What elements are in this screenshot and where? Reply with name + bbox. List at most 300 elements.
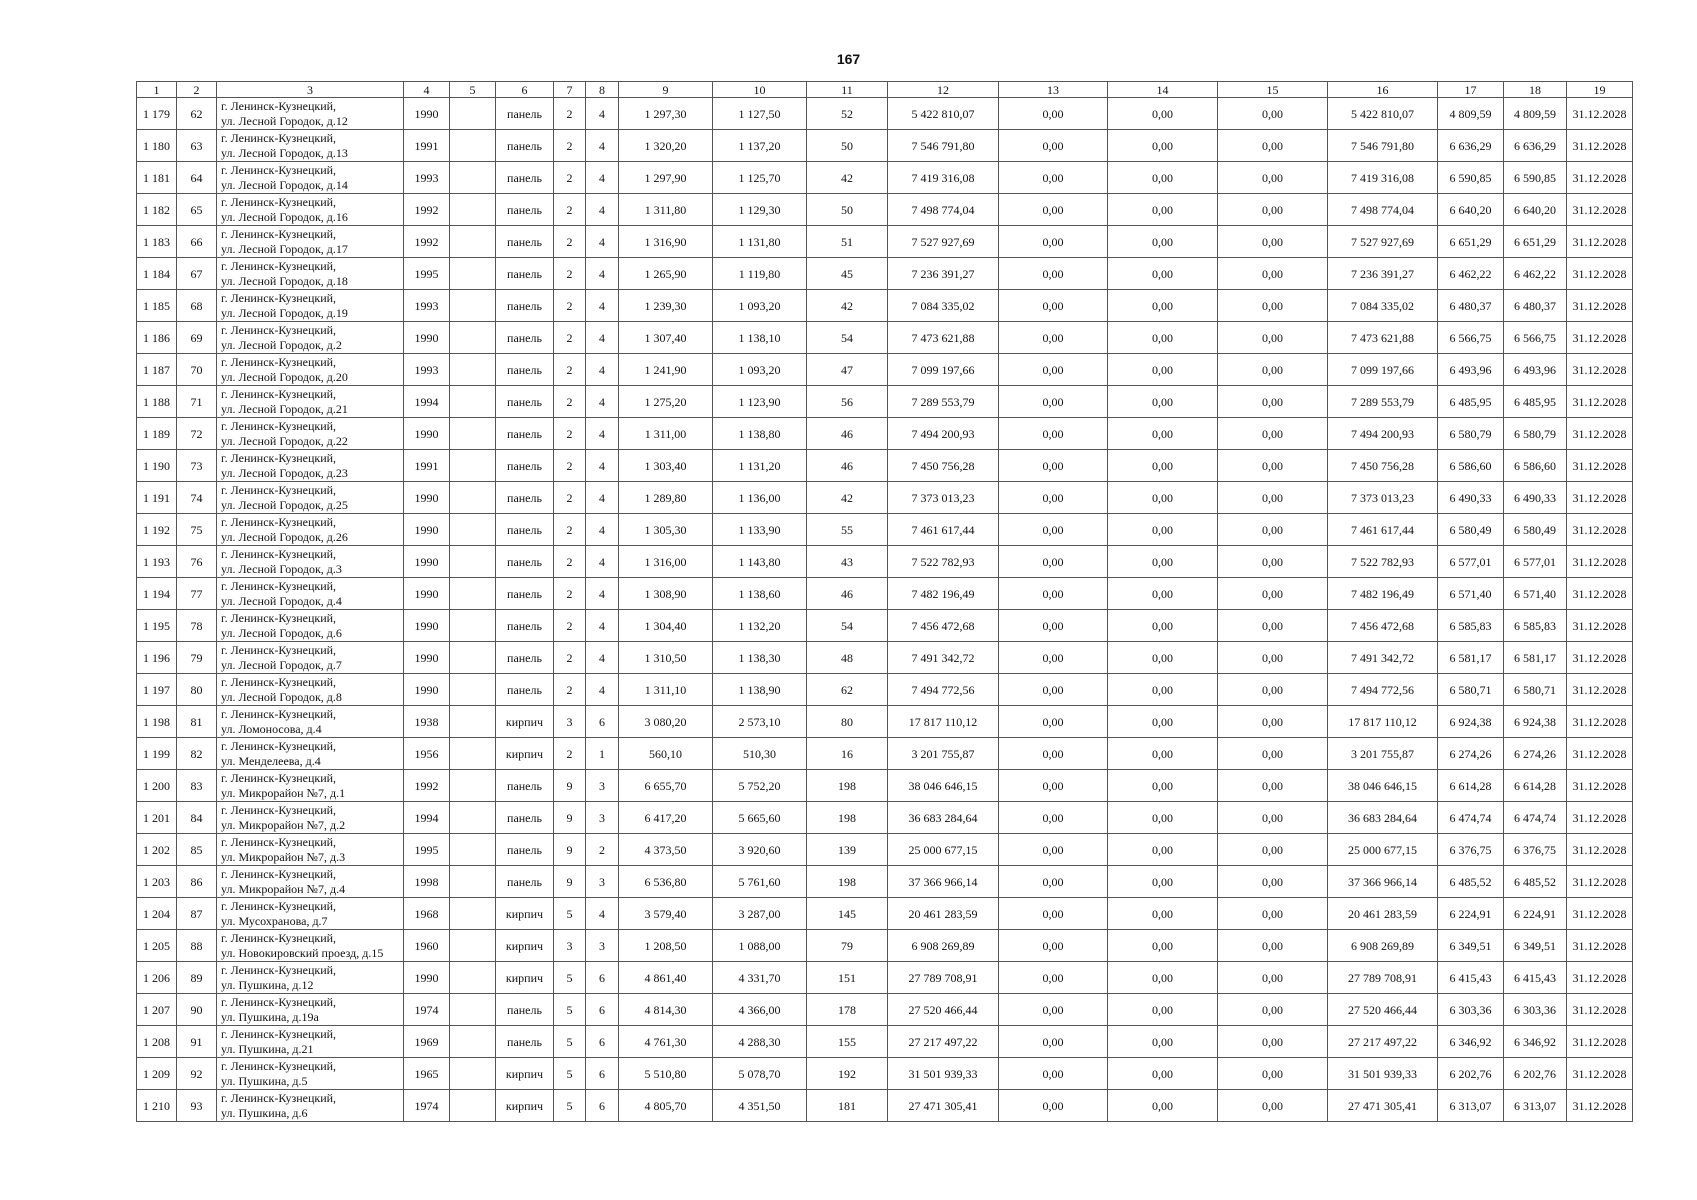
column-17-cell: 6 614,28 xyxy=(1438,770,1504,802)
sub-number-cell: 81 xyxy=(177,706,217,738)
residents-cell: 51 xyxy=(807,226,888,258)
column-15-cell: 0,00 xyxy=(1218,482,1328,514)
address-cell xyxy=(217,834,404,866)
address-cell xyxy=(217,98,404,130)
residents-cell: 79 xyxy=(807,930,888,962)
floors-cell: 9 xyxy=(554,834,586,866)
year-built-cell: 1992 xyxy=(404,226,450,258)
column-15-cell: 0,00 xyxy=(1218,450,1328,482)
column-13-cell: 0,00 xyxy=(999,290,1108,322)
column-18-cell: 6 566,75 xyxy=(1504,322,1567,354)
address-cell xyxy=(217,194,404,226)
address-city: г. Ленинск-Кузнецкий, xyxy=(221,770,337,785)
table-row xyxy=(137,578,1633,610)
column-13-cell: 0,00 xyxy=(999,834,1108,866)
sub-number-cell: 67 xyxy=(177,258,217,290)
wall-material-cell: панель xyxy=(496,866,554,898)
residents-cell: 42 xyxy=(807,290,888,322)
address-city: г. Ленинск-Кузнецкий, xyxy=(221,1058,337,1073)
row-number-cell: 1 190 xyxy=(137,450,177,482)
column-18-cell: 4 809,59 xyxy=(1504,98,1567,130)
wall-material-cell: панель xyxy=(496,802,554,834)
address-street: ул. Лесной Городок, д.26 xyxy=(221,529,348,544)
year-built-cell: 1990 xyxy=(404,514,450,546)
column-header-9: 9 xyxy=(619,82,713,98)
column-5-cell xyxy=(450,866,496,898)
entrances-cell: 4 xyxy=(586,482,619,514)
living-area-cell: 2 573,10 xyxy=(713,706,807,738)
year-built-cell: 1992 xyxy=(404,770,450,802)
entrances-cell: 6 xyxy=(586,1090,619,1122)
address-city: г. Ленинск-Кузнецкий, xyxy=(221,1090,337,1105)
column-17-cell: 6 349,51 xyxy=(1438,930,1504,962)
row-number-cell: 1 179 xyxy=(137,98,177,130)
column-17-cell: 6 274,26 xyxy=(1438,738,1504,770)
wall-material-cell: панель xyxy=(496,386,554,418)
column-16-cell: 7 099 197,66 xyxy=(1328,354,1438,386)
address-city: г. Ленинск-Кузнецкий, xyxy=(221,642,337,657)
column-13-cell: 0,00 xyxy=(999,770,1108,802)
sub-number-cell: 86 xyxy=(177,866,217,898)
floors-cell: 2 xyxy=(554,322,586,354)
sub-number-cell: 78 xyxy=(177,610,217,642)
column-5-cell xyxy=(450,514,496,546)
column-5-cell xyxy=(450,322,496,354)
column-15-cell: 0,00 xyxy=(1218,866,1328,898)
column-15-cell: 0,00 xyxy=(1218,130,1328,162)
column-13-cell: 0,00 xyxy=(999,162,1108,194)
table-row xyxy=(137,450,1633,482)
cost-cell: 7 456 472,68 xyxy=(888,610,999,642)
column-16-cell: 7 473 621,88 xyxy=(1328,322,1438,354)
column-16-cell: 27 520 466,44 xyxy=(1328,994,1438,1026)
address-cell xyxy=(217,994,404,1026)
address-street: ул. Лесной Городок, д.18 xyxy=(221,273,348,288)
deadline-date-cell: 31.12.2028 xyxy=(1567,226,1633,258)
table-row xyxy=(137,482,1633,514)
floors-cell: 2 xyxy=(554,258,586,290)
sub-number-cell: 66 xyxy=(177,226,217,258)
year-built-cell: 1938 xyxy=(404,706,450,738)
cost-cell: 27 471 305,41 xyxy=(888,1090,999,1122)
address-street: ул. Пушкина, д.21 xyxy=(221,1041,314,1056)
living-area-cell: 5 078,70 xyxy=(713,1058,807,1090)
column-14-cell: 0,00 xyxy=(1108,578,1218,610)
column-14-cell: 0,00 xyxy=(1108,834,1218,866)
address-cell xyxy=(217,386,404,418)
column-15-cell: 0,00 xyxy=(1218,578,1328,610)
column-header-14: 14 xyxy=(1108,82,1218,98)
floors-cell: 3 xyxy=(554,706,586,738)
total-area-cell: 6 417,20 xyxy=(619,802,713,834)
residents-cell: 42 xyxy=(807,482,888,514)
column-header-13: 13 xyxy=(999,82,1108,98)
table-row xyxy=(137,674,1633,706)
column-18-cell: 6 313,07 xyxy=(1504,1090,1567,1122)
sub-number-cell: 65 xyxy=(177,194,217,226)
total-area-cell: 1 297,90 xyxy=(619,162,713,194)
floors-cell: 9 xyxy=(554,770,586,802)
column-18-cell: 6 376,75 xyxy=(1504,834,1567,866)
cost-cell: 7 289 553,79 xyxy=(888,386,999,418)
address-street: ул. Новокировский проезд, д.15 xyxy=(221,945,384,960)
column-5-cell xyxy=(450,386,496,418)
sub-number-cell: 63 xyxy=(177,130,217,162)
column-18-cell: 6 571,40 xyxy=(1504,578,1567,610)
column-13-cell: 0,00 xyxy=(999,802,1108,834)
entrances-cell: 4 xyxy=(586,674,619,706)
year-built-cell: 1992 xyxy=(404,194,450,226)
column-16-cell: 7 461 617,44 xyxy=(1328,514,1438,546)
column-18-cell: 6 303,36 xyxy=(1504,994,1567,1026)
residents-cell: 54 xyxy=(807,322,888,354)
address-cell xyxy=(217,898,404,930)
column-18-cell: 6 415,43 xyxy=(1504,962,1567,994)
deadline-date-cell: 31.12.2028 xyxy=(1567,1026,1633,1058)
column-18-cell: 6 614,28 xyxy=(1504,770,1567,802)
residents-cell: 198 xyxy=(807,802,888,834)
row-number-cell: 1 194 xyxy=(137,578,177,610)
wall-material-cell: панель xyxy=(496,290,554,322)
column-header-6: 6 xyxy=(496,82,554,98)
total-area-cell: 1 303,40 xyxy=(619,450,713,482)
column-13-cell: 0,00 xyxy=(999,386,1108,418)
cost-cell: 37 366 966,14 xyxy=(888,866,999,898)
deadline-date-cell: 31.12.2028 xyxy=(1567,258,1633,290)
living-area-cell: 4 288,30 xyxy=(713,1026,807,1058)
address-street: ул. Лесной Городок, д.12 xyxy=(221,113,348,128)
column-13-cell: 0,00 xyxy=(999,450,1108,482)
wall-material-cell: кирпич xyxy=(496,1090,554,1122)
cost-cell: 7 373 013,23 xyxy=(888,482,999,514)
row-number-cell: 1 206 xyxy=(137,962,177,994)
column-15-cell: 0,00 xyxy=(1218,546,1328,578)
address-cell xyxy=(217,642,404,674)
living-area-cell: 1 138,30 xyxy=(713,642,807,674)
column-16-cell: 7 450 756,28 xyxy=(1328,450,1438,482)
year-built-cell: 1993 xyxy=(404,162,450,194)
total-area-cell: 6 655,70 xyxy=(619,770,713,802)
cost-cell: 17 817 110,12 xyxy=(888,706,999,738)
floors-cell: 2 xyxy=(554,194,586,226)
entrances-cell: 6 xyxy=(586,994,619,1026)
column-14-cell: 0,00 xyxy=(1108,194,1218,226)
column-14-cell: 0,00 xyxy=(1108,450,1218,482)
living-area-cell: 4 366,00 xyxy=(713,994,807,1026)
sub-number-cell: 92 xyxy=(177,1058,217,1090)
column-17-cell: 6 581,17 xyxy=(1438,642,1504,674)
total-area-cell: 1 265,90 xyxy=(619,258,713,290)
entrances-cell: 4 xyxy=(586,226,619,258)
column-15-cell: 0,00 xyxy=(1218,1090,1328,1122)
column-15-cell: 0,00 xyxy=(1218,418,1328,450)
column-18-cell: 6 580,79 xyxy=(1504,418,1567,450)
entrances-cell: 6 xyxy=(586,1058,619,1090)
column-13-cell: 0,00 xyxy=(999,226,1108,258)
column-16-cell: 38 046 646,15 xyxy=(1328,770,1438,802)
living-area-cell: 3 920,60 xyxy=(713,834,807,866)
column-14-cell: 0,00 xyxy=(1108,290,1218,322)
address-street: ул. Лесной Городок, д.2 xyxy=(221,337,342,352)
living-area-cell: 1 136,00 xyxy=(713,482,807,514)
wall-material-cell: панель xyxy=(496,514,554,546)
row-number-cell: 1 184 xyxy=(137,258,177,290)
column-5-cell xyxy=(450,642,496,674)
address-street: ул. Лесной Городок, д.20 xyxy=(221,369,348,384)
wall-material-cell: кирпич xyxy=(496,738,554,770)
total-area-cell: 4 761,30 xyxy=(619,1026,713,1058)
column-15-cell: 0,00 xyxy=(1218,674,1328,706)
address-city: г. Ленинск-Кузнецкий, xyxy=(221,610,337,625)
year-built-cell: 1974 xyxy=(404,994,450,1026)
address-street: ул. Ломоносова, д.4 xyxy=(221,721,322,736)
residents-cell: 43 xyxy=(807,546,888,578)
column-5-cell xyxy=(450,194,496,226)
year-built-cell: 1990 xyxy=(404,610,450,642)
column-5-cell xyxy=(450,994,496,1026)
column-14-cell: 0,00 xyxy=(1108,1090,1218,1122)
sub-number-cell: 87 xyxy=(177,898,217,930)
column-18-cell: 6 577,01 xyxy=(1504,546,1567,578)
deadline-date-cell: 31.12.2028 xyxy=(1567,354,1633,386)
column-17-cell: 6 577,01 xyxy=(1438,546,1504,578)
table-row xyxy=(137,98,1633,130)
entrances-cell: 4 xyxy=(586,290,619,322)
column-17-cell: 6 571,40 xyxy=(1438,578,1504,610)
column-header-18: 18 xyxy=(1504,82,1567,98)
deadline-date-cell: 31.12.2028 xyxy=(1567,930,1633,962)
column-5-cell xyxy=(450,258,496,290)
column-13-cell: 0,00 xyxy=(999,482,1108,514)
address-cell xyxy=(217,258,404,290)
total-area-cell: 1 297,30 xyxy=(619,98,713,130)
column-16-cell: 3 201 755,87 xyxy=(1328,738,1438,770)
address-street: ул. Лесной Городок, д.14 xyxy=(221,177,348,192)
address-cell xyxy=(217,482,404,514)
floors-cell: 2 xyxy=(554,738,586,770)
column-header-16: 16 xyxy=(1328,82,1438,98)
address-city: г. Ленинск-Кузнецкий, xyxy=(221,962,337,977)
deadline-date-cell: 31.12.2028 xyxy=(1567,962,1633,994)
column-header-15: 15 xyxy=(1218,82,1328,98)
column-14-cell: 0,00 xyxy=(1108,258,1218,290)
address-city: г. Ленинск-Кузнецкий, xyxy=(221,258,337,273)
residents-cell: 151 xyxy=(807,962,888,994)
column-13-cell: 0,00 xyxy=(999,1058,1108,1090)
cost-cell: 7 099 197,66 xyxy=(888,354,999,386)
floors-cell: 2 xyxy=(554,98,586,130)
column-17-cell: 6 566,75 xyxy=(1438,322,1504,354)
deadline-date-cell: 31.12.2028 xyxy=(1567,514,1633,546)
row-number-cell: 1 187 xyxy=(137,354,177,386)
column-15-cell: 0,00 xyxy=(1218,930,1328,962)
column-17-cell: 6 485,52 xyxy=(1438,866,1504,898)
total-area-cell: 560,10 xyxy=(619,738,713,770)
wall-material-cell: панель xyxy=(496,994,554,1026)
column-15-cell: 0,00 xyxy=(1218,898,1328,930)
entrances-cell: 6 xyxy=(586,706,619,738)
floors-cell: 5 xyxy=(554,1058,586,1090)
wall-material-cell: панель xyxy=(496,1026,554,1058)
total-area-cell: 1 308,90 xyxy=(619,578,713,610)
total-area-cell: 1 208,50 xyxy=(619,930,713,962)
year-built-cell: 1990 xyxy=(404,546,450,578)
residents-cell: 139 xyxy=(807,834,888,866)
residents-cell: 198 xyxy=(807,866,888,898)
column-17-cell: 6 580,79 xyxy=(1438,418,1504,450)
year-built-cell: 1974 xyxy=(404,1090,450,1122)
entrances-cell: 4 xyxy=(586,578,619,610)
wall-material-cell: панель xyxy=(496,162,554,194)
column-18-cell: 6 485,52 xyxy=(1504,866,1567,898)
living-area-cell: 1 123,90 xyxy=(713,386,807,418)
residents-cell: 47 xyxy=(807,354,888,386)
deadline-date-cell: 31.12.2028 xyxy=(1567,994,1633,1026)
table-row xyxy=(137,738,1633,770)
floors-cell: 2 xyxy=(554,674,586,706)
address-cell xyxy=(217,450,404,482)
column-16-cell: 7 373 013,23 xyxy=(1328,482,1438,514)
column-14-cell: 0,00 xyxy=(1108,930,1218,962)
wall-material-cell: панель xyxy=(496,578,554,610)
column-18-cell: 6 349,51 xyxy=(1504,930,1567,962)
year-built-cell: 1990 xyxy=(404,674,450,706)
floors-cell: 9 xyxy=(554,802,586,834)
column-18-cell: 6 585,83 xyxy=(1504,610,1567,642)
entrances-cell: 4 xyxy=(586,162,619,194)
address-cell xyxy=(217,1090,404,1122)
column-5-cell xyxy=(450,418,496,450)
cost-cell: 27 520 466,44 xyxy=(888,994,999,1026)
total-area-cell: 1 305,30 xyxy=(619,514,713,546)
address-street: ул. Лесной Городок, д.8 xyxy=(221,689,342,704)
column-15-cell: 0,00 xyxy=(1218,962,1328,994)
row-number-cell: 1 191 xyxy=(137,482,177,514)
column-18-cell: 6 490,33 xyxy=(1504,482,1567,514)
column-14-cell: 0,00 xyxy=(1108,994,1218,1026)
column-18-cell: 6 485,95 xyxy=(1504,386,1567,418)
residents-cell: 55 xyxy=(807,514,888,546)
column-13-cell: 0,00 xyxy=(999,610,1108,642)
table-row xyxy=(137,354,1633,386)
column-15-cell: 0,00 xyxy=(1218,994,1328,1026)
column-16-cell: 17 817 110,12 xyxy=(1328,706,1438,738)
address-cell xyxy=(217,418,404,450)
column-header-12: 12 xyxy=(888,82,999,98)
entrances-cell: 4 xyxy=(586,322,619,354)
cost-cell: 6 908 269,89 xyxy=(888,930,999,962)
row-number-cell: 1 199 xyxy=(137,738,177,770)
wall-material-cell: панель xyxy=(496,834,554,866)
deadline-date-cell: 31.12.2028 xyxy=(1567,738,1633,770)
address-cell xyxy=(217,802,404,834)
table-row xyxy=(137,258,1633,290)
entrances-cell: 6 xyxy=(586,1026,619,1058)
deadline-date-cell: 31.12.2028 xyxy=(1567,898,1633,930)
column-5-cell xyxy=(450,482,496,514)
wall-material-cell: панель xyxy=(496,546,554,578)
entrances-cell: 3 xyxy=(586,802,619,834)
living-area-cell: 5 665,60 xyxy=(713,802,807,834)
address-cell xyxy=(217,962,404,994)
deadline-date-cell: 31.12.2028 xyxy=(1567,866,1633,898)
address-city: г. Ленинск-Кузнецкий, xyxy=(221,866,337,881)
living-area-cell: 1 143,80 xyxy=(713,546,807,578)
row-number-cell: 1 205 xyxy=(137,930,177,962)
column-header-7: 7 xyxy=(554,82,586,98)
column-13-cell: 0,00 xyxy=(999,898,1108,930)
table-row xyxy=(137,1058,1633,1090)
total-area-cell: 4 373,50 xyxy=(619,834,713,866)
wall-material-cell: панель xyxy=(496,770,554,802)
address-cell xyxy=(217,162,404,194)
column-14-cell: 0,00 xyxy=(1108,1026,1218,1058)
living-area-cell: 1 093,20 xyxy=(713,290,807,322)
address-city: г. Ленинск-Кузнецкий, xyxy=(221,450,337,465)
floors-cell: 2 xyxy=(554,226,586,258)
column-18-cell: 6 581,17 xyxy=(1504,642,1567,674)
column-5-cell xyxy=(450,290,496,322)
residents-cell: 52 xyxy=(807,98,888,130)
entrances-cell: 1 xyxy=(586,738,619,770)
column-17-cell: 6 474,74 xyxy=(1438,802,1504,834)
address-cell xyxy=(217,866,404,898)
row-number-cell: 1 189 xyxy=(137,418,177,450)
column-14-cell: 0,00 xyxy=(1108,770,1218,802)
column-15-cell: 0,00 xyxy=(1218,802,1328,834)
column-17-cell: 6 493,96 xyxy=(1438,354,1504,386)
column-5-cell xyxy=(450,674,496,706)
table-row xyxy=(137,898,1633,930)
column-17-cell: 6 313,07 xyxy=(1438,1090,1504,1122)
address-street: ул. Пушкина, д.6 xyxy=(221,1105,308,1120)
column-17-cell: 6 376,75 xyxy=(1438,834,1504,866)
column-17-cell: 6 640,20 xyxy=(1438,194,1504,226)
address-cell xyxy=(217,1026,404,1058)
column-5-cell xyxy=(450,98,496,130)
year-built-cell: 1993 xyxy=(404,354,450,386)
row-number-cell: 1 209 xyxy=(137,1058,177,1090)
entrances-cell: 4 xyxy=(586,898,619,930)
sub-number-cell: 82 xyxy=(177,738,217,770)
row-number-cell: 1 201 xyxy=(137,802,177,834)
address-city: г. Ленинск-Кузнецкий, xyxy=(221,706,337,721)
column-16-cell: 27 789 708,91 xyxy=(1328,962,1438,994)
entrances-cell: 4 xyxy=(586,98,619,130)
floors-cell: 5 xyxy=(554,1026,586,1058)
column-13-cell: 0,00 xyxy=(999,930,1108,962)
column-17-cell: 6 346,92 xyxy=(1438,1026,1504,1058)
cost-cell: 5 422 810,07 xyxy=(888,98,999,130)
residents-cell: 192 xyxy=(807,1058,888,1090)
living-area-cell: 1 125,70 xyxy=(713,162,807,194)
address-street: ул. Пушкина, д.19а xyxy=(221,1009,319,1024)
cost-cell: 7 494 200,93 xyxy=(888,418,999,450)
sub-number-cell: 62 xyxy=(177,98,217,130)
column-13-cell: 0,00 xyxy=(999,1026,1108,1058)
total-area-cell: 1 311,00 xyxy=(619,418,713,450)
table-row xyxy=(137,162,1633,194)
sub-number-cell: 80 xyxy=(177,674,217,706)
residents-cell: 54 xyxy=(807,610,888,642)
address-city: г. Ленинск-Кузнецкий, xyxy=(221,514,337,529)
sub-number-cell: 89 xyxy=(177,962,217,994)
column-13-cell: 0,00 xyxy=(999,738,1108,770)
column-18-cell: 6 651,29 xyxy=(1504,226,1567,258)
address-street: ул. Лесной Городок, д.17 xyxy=(221,241,348,256)
table-row xyxy=(137,194,1633,226)
year-built-cell: 1969 xyxy=(404,1026,450,1058)
